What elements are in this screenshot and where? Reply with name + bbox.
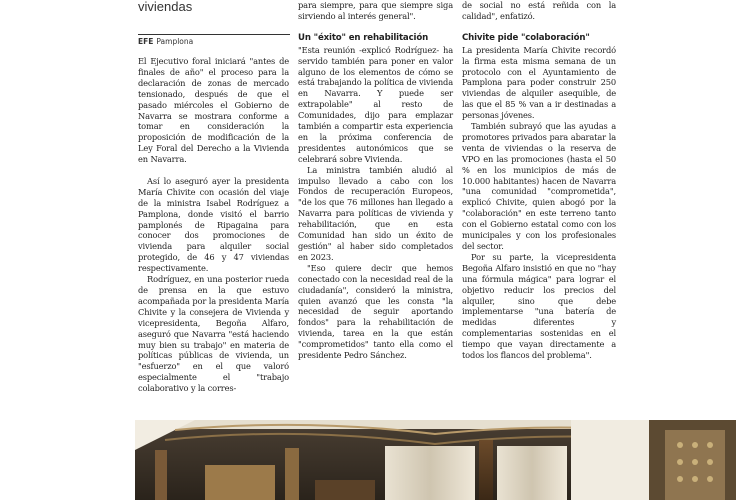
col2-subhead: Un "éxito" en rehabilitación [298,32,429,43]
col3-paragraph-1: La presidenta María Chivite recordó la firma esta misma semana de un protocolo con el Ayuntamiento de Pamplona para poder construir 250 viviendas de alquiler asequible, de las que el 85 % van a ir destinadas a personas jóvenes. [462,44,616,121]
article-column-2 [298,0,453,361]
article-photo [135,420,736,500]
article-column-3 [462,0,616,361]
byline-place: Pamplona [156,37,194,46]
col3-subhead: Chivite pide "colaboración" [462,32,590,43]
col2-paragraph-2: La ministra también aludió al impulso llevado a cabo con los Fondos de recuperación Europeos, "de los que 76 millones han llegado a Navarra para políticas de vivienda y rehabilitación, que en esta Comunidad han sido un éxito de gestión" al haber sido completados en 2023. [298,164,453,262]
col1-paragraph-2: Así lo aseguró ayer la presidenta María Chivite con ocasión del viaje de la ministra Isabel Rodríguez a Pamplona, donde visitó el barrio pamplonés de Ripagaina para conocer dos promociones de vivienda para alquiler social protegido, de 46 y 47 viviendas respectivamente. [138,175,289,274]
col3-paragraph-2: También subrayó que las ayudas a promotores privados para abaratar la venta de viviendas o la reserva de VPO en las promociones (hasta el 50 % en los municipios de más de 10.000 habitantes) hacen de Navarra "una comunidad "comprometida", explicó Chivite, quien abogó por la "colaboración" en este terreno tanto con el Gobierno estatal como con los municipales y con los profesionales del sector. [462,121,616,252]
byline-rule [138,34,290,35]
col1-paragraph-1: El Ejecutivo foral iniciará "antes de finales de año" el proceso para la declaración de zonas de mercado tensionado, después de que el pasado miércoles el Gobierno de Navarra se mostrara conforme a tomar en consideración la proposición de modificación de la Ley Foral del Derecho a la Vivienda en Navarra. [138,56,289,165]
article-column-1 [138,56,289,394]
col3-paragraph-3: Por su parte, la vicepresidenta Begoña Alfaro insistió en que no "hay una fórmula mágica" para lograr el objetivo reducir los precios del alquiler, sino que debe implementarse "una batería de medidas diferentes y complementarias sostenidas en el tiempo que vayan directamente a todos los flancos del problema". [462,251,616,361]
col2-lead-lines: para siempre, para que siempre siga sirviendo al interés general". [298,0,453,21]
photo-icon [135,420,736,500]
col2-paragraph-3: "Eso quiere decir que hemos conectado con la necesidad real de la ciudadanía", consideró la ministra, quien avanzó que les consta "la necesidad de seguir aportando fondos" para la rehabilitación de vivienda, tarea en la que están "comprometidos" tanto ella como el presidente Pedro Sánchez. [298,262,453,361]
headline-tail: viviendas [138,0,193,14]
byline [138,37,193,46]
byline-agency: EFE [138,37,154,46]
col2-paragraph-1: "Esta reunión -explicó Rodríguez- ha servido también para poner en valor alguno de los elementos de cómo se está trabajando la política de vivienda en Navarra. Y puede ser extrapolable" al resto de Comunidades, dijo para emplazar también a compartir esta experiencia en la próxima conferencia de presidentes autonómicos que se celebrará sobre Vivienda. [298,44,453,164]
col1-paragraph-3: Rodríguez, en una posterior rueda de prensa en la que estuvo acompañada por la presidenta María Chivite y la consejera de Vivienda y vicepresidenta, Begoña Alfaro, aseguró que Navarra "está haciendo muy bien su trabajo" en materia de políticas públicas de vivienda, un "esfuerzo" en el que valoró especialmente el "trabajo colaborativo y la corres- [138,274,289,394]
col3-lead-lines: de social no está reñida con la calidad", enfatizó. [462,0,616,21]
